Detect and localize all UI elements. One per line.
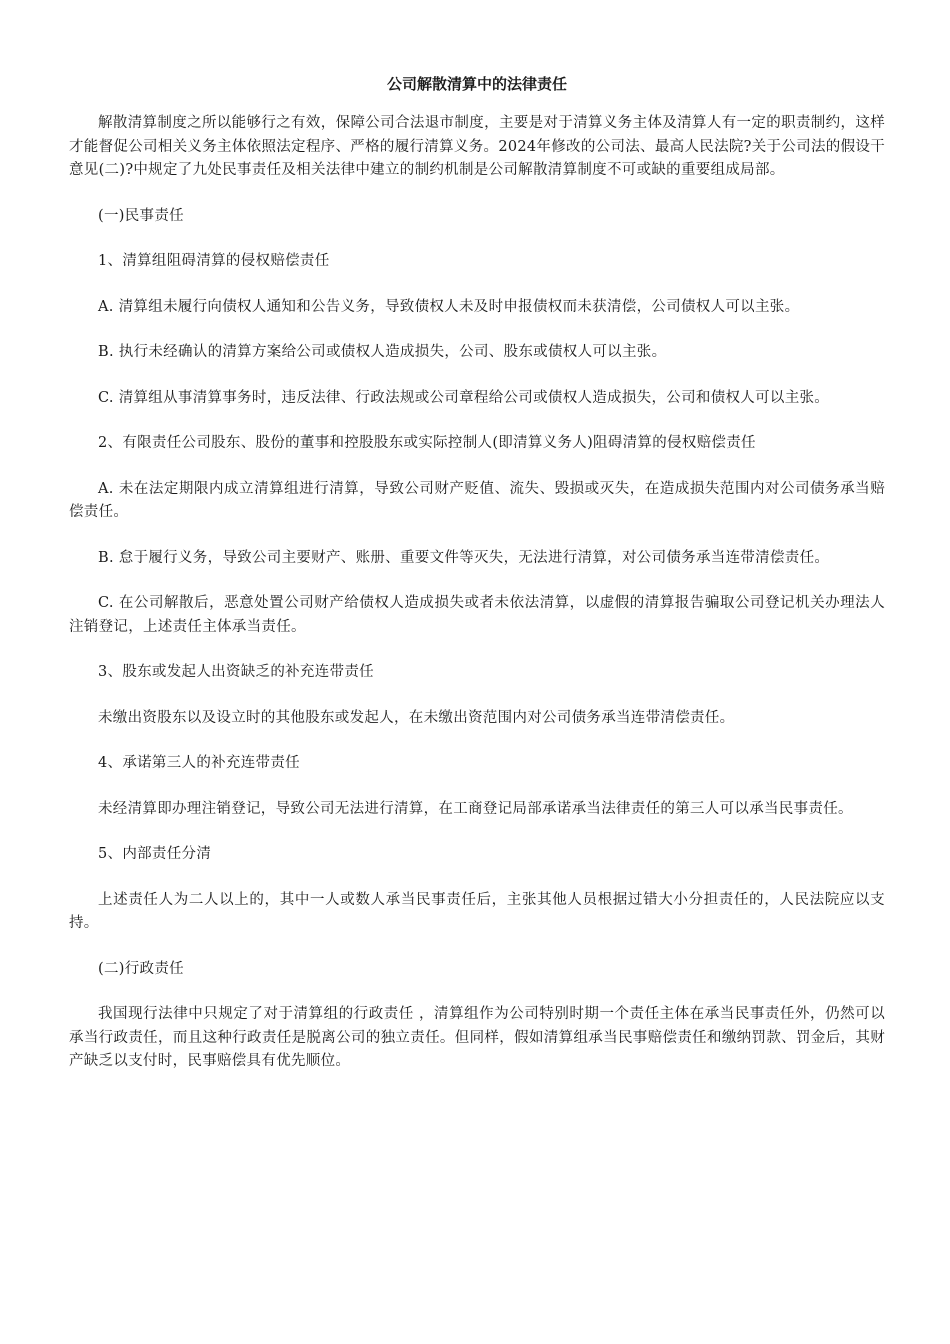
administrative-liability-body: 我国现行法律中只规定了对于清算组的行政责任 ，清算组作为公司特别时期一个责任主体在承当民事责任外，仍然可以承当行政责任，而且这种行政责任是脱离公司的独立责任。但同样，假如清算组承当民事赔偿责任和缴纳罚款、罚金后，其财产缺乏以支付时，民事赔偿具有优先顺位。	[69, 1006, 885, 1069]
list-item-1b: B. 执行未经确认的清算方案给公司或债权人造成损失，公司、股东或债权人可以主张。	[98, 344, 667, 360]
paragraph-4-body: 未经清算即办理注销登记，导致公司无法进行清算，在工商登记局部承诺承当法律责任的第三人可以承当民事责任。	[98, 800, 853, 817]
list-item-2b: B. 怠于履行义务，导致公司主要财产、账册、重要文件等灭失，无法进行清算，对公司债务承当连带清偿责任。	[98, 549, 830, 566]
list-item-2a: A. 未在法定期限内成立清算组进行清算，导致公司财产贬值、流失、毁损或灭失，在造成损失范围内对公司债务承当赔偿责任。	[69, 480, 885, 520]
subsection-heading-4: 4、承诺第三人的补充连带责任	[98, 755, 300, 771]
subsection-heading-3: 3、股东或发起人出资缺乏的补充连带责任	[98, 664, 374, 680]
section-heading-civil-liability: (一)民事责任	[98, 207, 184, 224]
list-item-2c: C. 在公司解散后，恶意处置公司财产给债权人造成损失或者未依法清算，以虚假的清算报告骗取公司登记机关办理法人注销登记，上述责任主体承当责任。	[69, 595, 885, 635]
subsection-heading-1: 1、清算组阻碍清算的侵权赔偿责任	[98, 253, 330, 269]
list-item-1a: A. 清算组未履行向债权人通知和公告义务，导致债权人未及时申报债权而未获清偿，公司债权人可以主张。	[98, 298, 800, 315]
subsection-heading-2: 2、有限责任公司股东、股份的董事和控股股东或实际控制人(即清算义务人)阻碍清算的侵权赔偿责任	[98, 435, 756, 451]
list-item-1c: C. 清算组从事清算事务时，违反法律、行政法规或公司章程给公司或债权人造成损失，公司和债权人可以主张。	[98, 389, 830, 406]
document-page	[69, 72, 885, 1096]
document-title: 公司解散清算中的法律责任	[386, 75, 567, 93]
section-heading-administrative-liability: (二)行政责任	[98, 960, 184, 977]
subsection-heading-5: 5、内部责任分清	[98, 846, 212, 862]
paragraph-5-body: 上述责任人为二人以上的，其中一人或数人承当民事责任后，主张其他人员根据过错大小分担责任的，人民法院应以支持。	[69, 891, 885, 931]
paragraph-3-body: 未缴出资股东以及设立时的其他股东或发起人，在未缴出资范围内对公司债务承当连带清偿责任。	[98, 709, 735, 726]
intro-paragraph: 解散清算制度之所以能够行之有效，保障公司合法退市制度，主要是对于清算义务主体及清算人有一定的职责制约，这样才能督促公司相关义务主体依照法定程序、严格的履行清算义务。2024年修改的公司法、最高人民法院?关于公司法的假设干意见(二)?中规定了九处民事责任及相关法律中建立的制约机制是公司解散清算制度不可或缺的重要组成局部。	[69, 115, 885, 178]
